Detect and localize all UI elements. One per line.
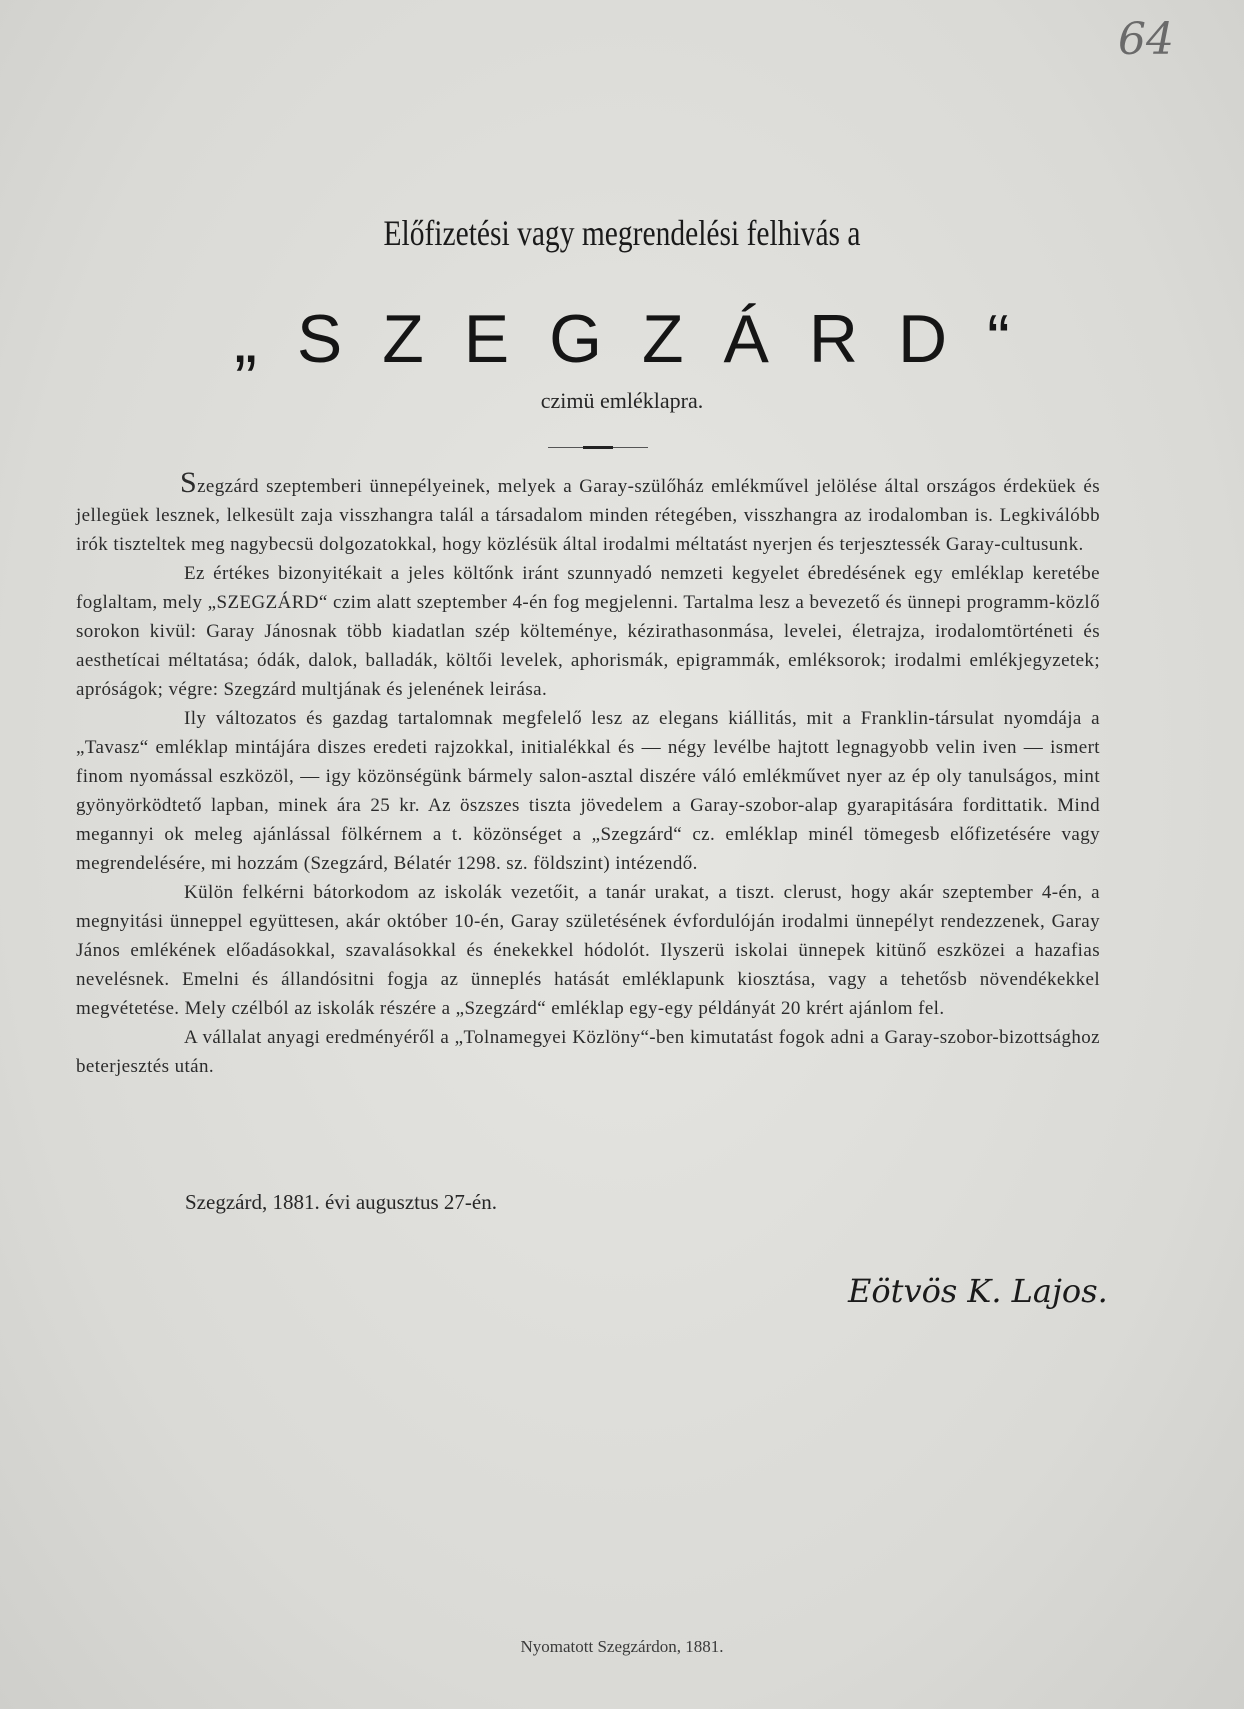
- paragraph-text: zegzárd szeptemberi ünnepélyeinek, melyek a Garay-szülőház emlékművel jelölése által országos érdeküek és jellegüek lesznek, lelkesült zaja visszhangra talál a társadalom minden rétegében, visszhangra az irodalomban is. Legkiválóbb irók tiszteltek meg nagybecsü dolgozatokkal, hogy közlésük által irodalmi méltatást nyerjen és terjesztessék Garay-cultusunk.: [76, 476, 1100, 555]
- page-number: 64: [1118, 14, 1174, 65]
- header-title: Előfizetési vagy megrendelési felhivás a: [383, 213, 861, 253]
- imprint: Nyomatott Szegzárdon, 1881.: [520, 1637, 724, 1656]
- body-text: [76, 466, 1100, 1081]
- subtitle: czimü emléklapra.: [540, 388, 704, 413]
- dropcap: S: [180, 466, 198, 499]
- paragraph-1: [76, 466, 1100, 559]
- dateline: Szegzárd, 1881. évi augusztus 27-én.: [185, 1190, 497, 1214]
- paragraph-4: Külön felkérni bátorkodom az iskolák vezetőit, a tanár urakat, a tiszt. clerust, hogy akár szeptember 4-én, a megnyitási ünneppel együttesen, akár október 10-én, Garay születésének évfordulóján irodalmi ünnepélyt rendezzenek, Garay János emlékének előadásokkal, szavalásokkal és énekekkel hódolót. Ilyszerü iskolai ünnepek kitünő eszközei a hazafias nevelésnek. Emelni és állandósitni fogja az ünneplés hatását emléklapunk kiosztása, vagy a tehetősb növendékekkel megvétetése. Mely czélból az iskolák részére a „Szegzárd“ emléklap egy-egy példányát 20 krért ajánlom fel.: [76, 882, 1100, 1019]
- paragraph-3: Ily változatos és gazdag tartalomnak megfelelő lesz az elegans kiállitás, mit a Franklin-társulat nyomdája a „Tavasz“ emléklap mintájára diszes eredeti rajzokkal, initialékkal és — négy levélbe hajtott legnagyobb velin iven — ismert finom nyomással eszközöl, — igy közönségünk bármely salon-asztal diszére váló emlékművet nyer az ép oly tanulságos, mint gyönyörködtető lapban, minek ára 25 kr. Az öszszes tiszta jövedelem a Garay-szobor-alap gyarapitására fordittatik. Mind megannyi ok meleg ajánlással fölkérnem a t. közönséget a „Szegzárd“ cz. emléklap minél tömegesb előfizetésére vagy megrendelésére, mi hozzám (Szegzárd, Bélatér 1298. sz. földszint) intézendő.: [76, 708, 1100, 874]
- main-title: „SZEGZÁRD“: [234, 301, 1050, 377]
- paragraph-2: Ez értékes bizonyitékait a jeles költőnk iránt szunnyadó nemzeti kegyelet ébredésének egy emléklap keretébe foglaltam, mely „SZEGZÁRD“ czim alatt szeptember 4-én fog megjelenni. Tartalma lesz a bevezető és ünnepi programm-közlő sorokon kivül: Garay Jánosnak több kiadatlan szép költeménye, kézirathasonmása, levelei, életrajza, irodalomtörténeti és aesthetícai méltatása; ódák, dalok, balladák, költői levelek, aphorismák, epigrammák, emléksorok; irodalmi emlékjegyzetek; apróságok; végre: Szegzárd multjának és jelenének leirása.: [76, 563, 1100, 700]
- signature: Eötvös K. Lajos.: [848, 1272, 1108, 1310]
- paragraph-5: A vállalat anyagi eredményéről a „Tolnamegyei Közlöny“-ben kimutatást fogok adni a Garay-szobor-bizottsághoz beterjesztés után.: [76, 1027, 1100, 1077]
- divider-rule-center: [583, 446, 613, 449]
